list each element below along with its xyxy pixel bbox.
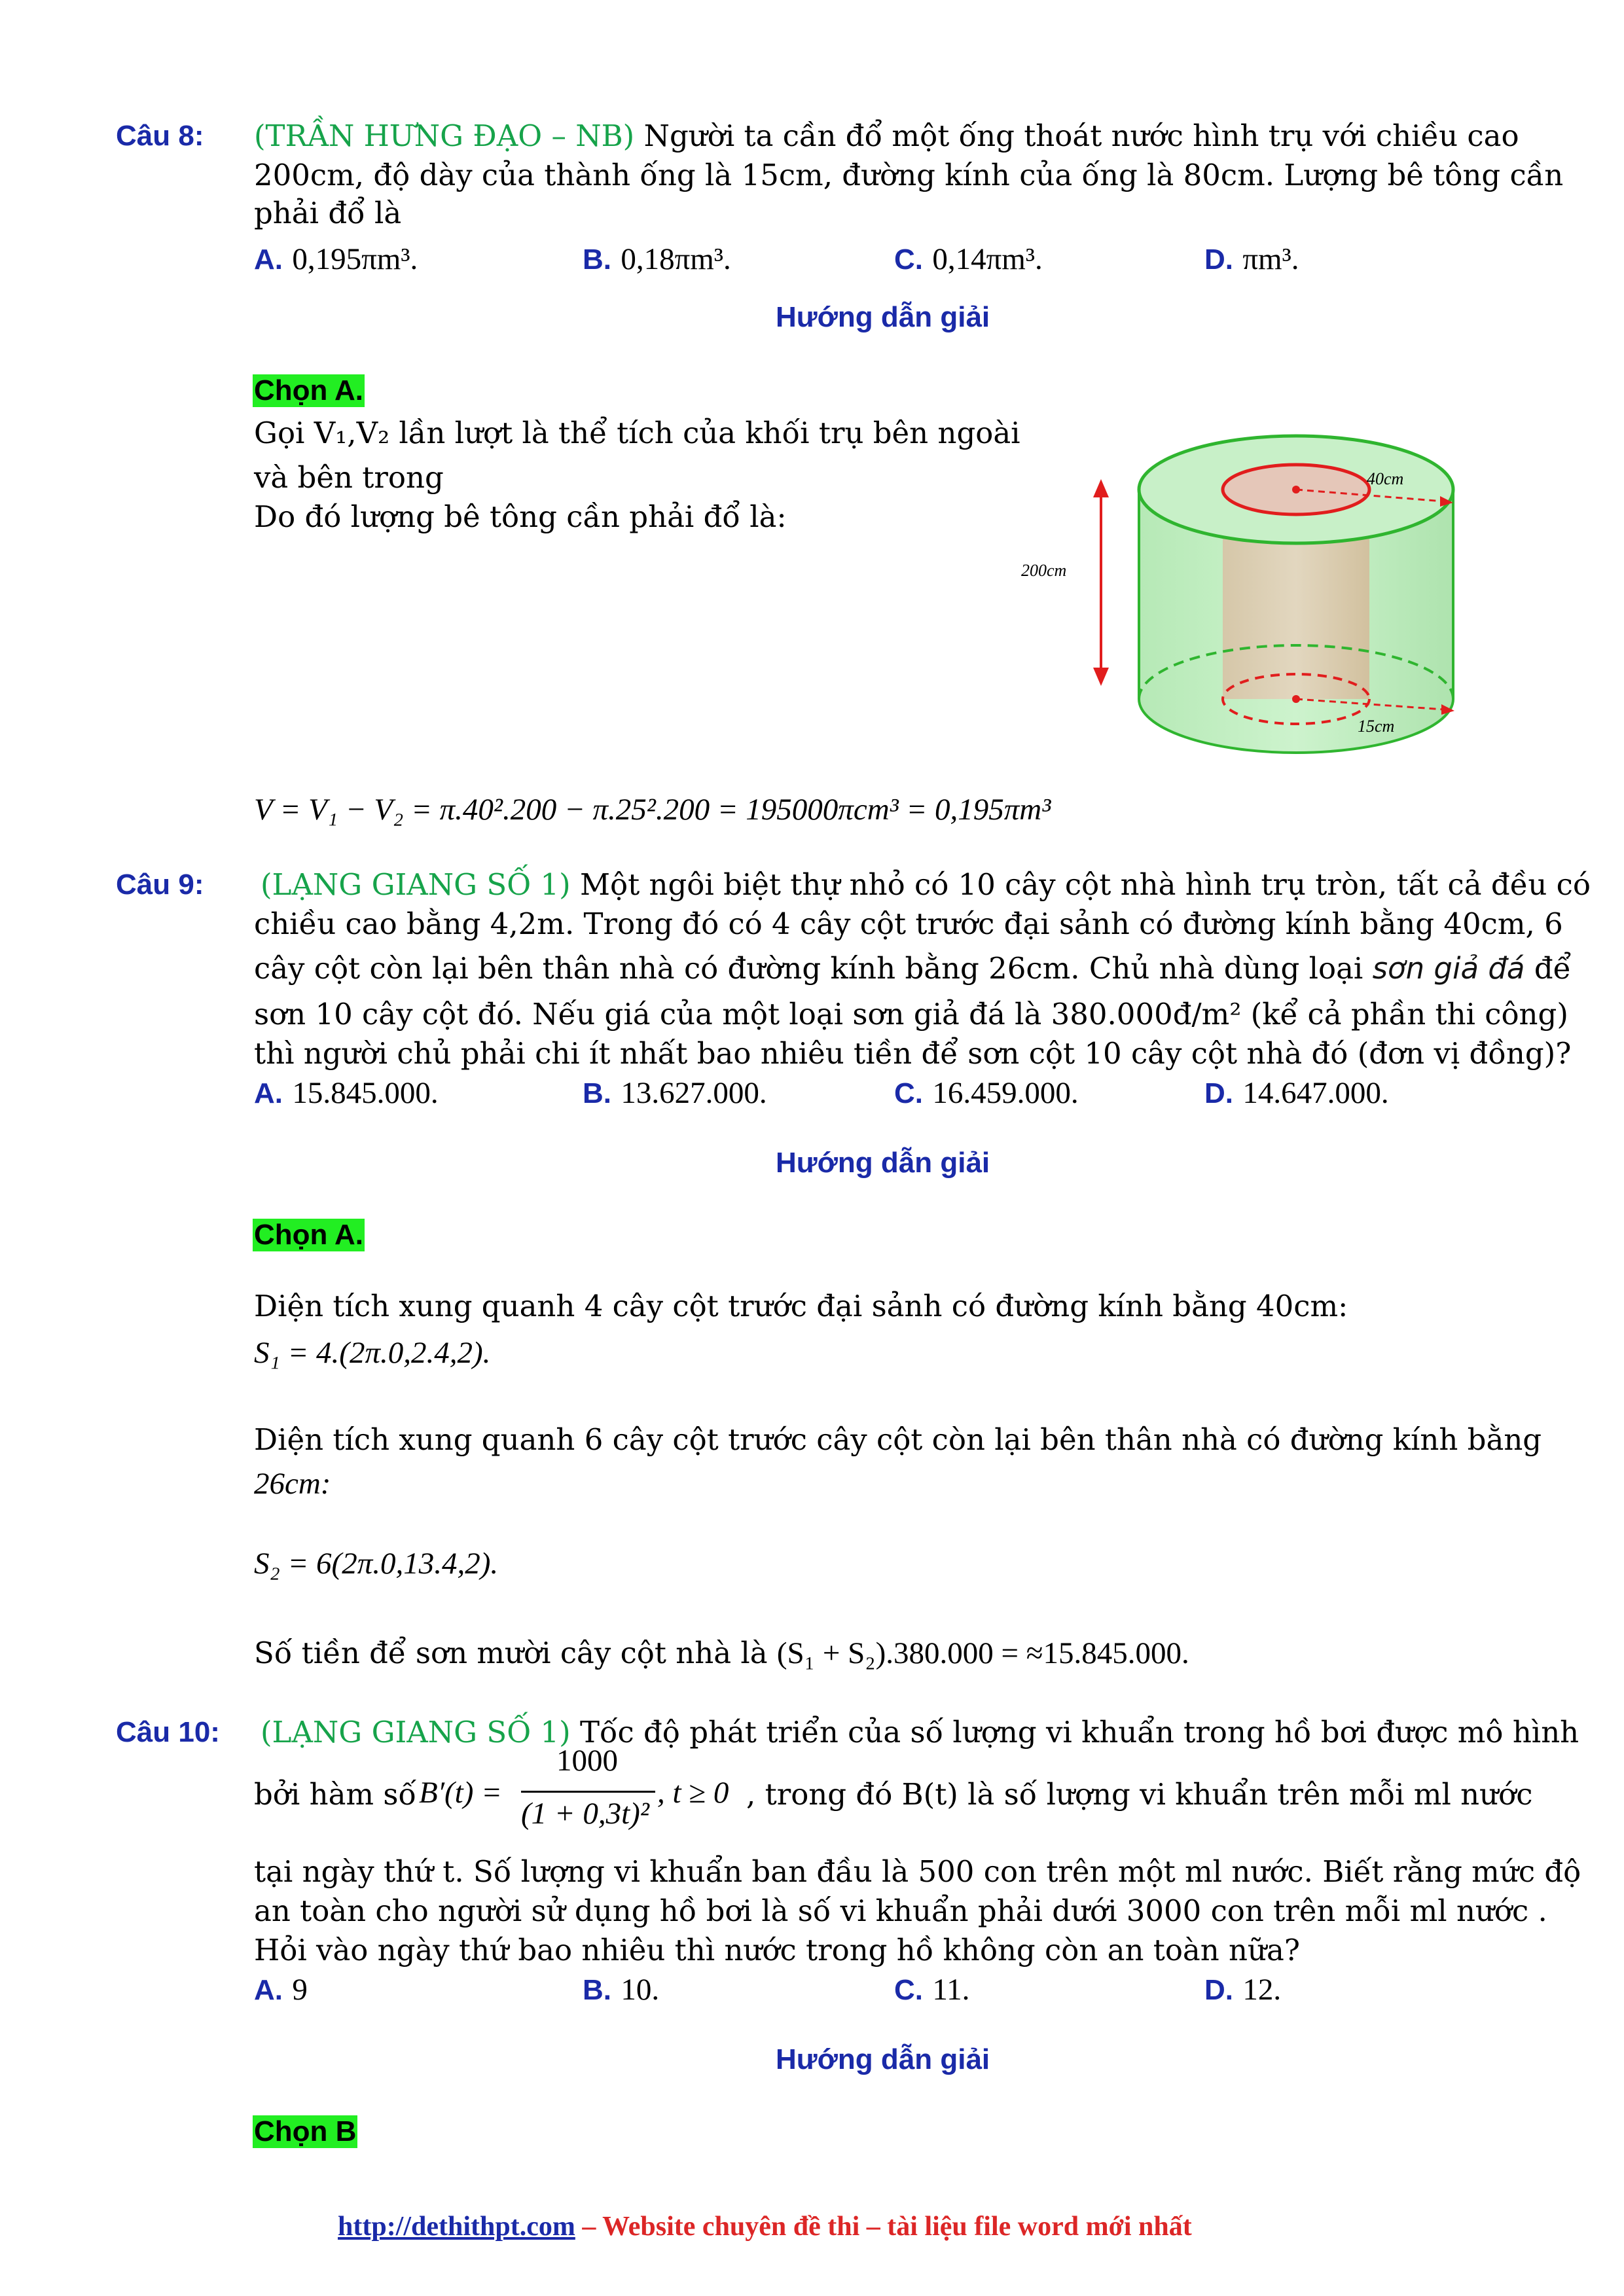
q9-option-b-letter: B. (583, 1077, 611, 1109)
q10-source: (LẠNG GIANG SỐ 1) (261, 1715, 571, 1749)
q9-sol4: 26cm: (254, 1467, 331, 1501)
q10-option-b-text: 10. (621, 1973, 660, 2007)
q8-sol1: Gọi V₁,V₂ lần lượt là thể tích của khối trụ bên ngoài (254, 416, 1020, 450)
q8-formula: V = V₁ − V₂ = π.40².200 − π.25².200 = 195000πcm³ = 0,195πm³ (254, 793, 1051, 827)
q9-sol1: Diện tích xung quanh 4 cây cột trước đại sảnh có đường kính bằng 40cm: (254, 1289, 1348, 1323)
q10-line2-a: bởi hàm số (254, 1777, 417, 1812)
q9-option-c-letter: C. (894, 1077, 923, 1109)
q8-option-b-text: 0,18πm³. (621, 242, 731, 276)
q8-option-d-text: πm³. (1242, 242, 1299, 276)
q10-option-c-text: 11. (932, 1973, 970, 2007)
q10-line1-text: Tốc độ phát triển của số lượng vi khuẩn trong hồ bơi được mô hình (579, 1715, 1579, 1749)
q9-label: Câu 9: (116, 869, 204, 901)
page-footer (338, 2211, 1192, 2242)
q10-option-d-text: 12. (1242, 1973, 1282, 2007)
q8-sol2: và bên trong (254, 460, 444, 495)
q10-option-c-letter: C. (894, 1974, 923, 2006)
q9-option-a-letter: A. (254, 1077, 283, 1109)
q8-option-b[interactable] (583, 240, 731, 279)
q10-option-d-letter: D. (1204, 1974, 1233, 2006)
q8-line1 (254, 117, 1519, 156)
q10-fraction-bar (521, 1791, 655, 1793)
q10-line5: Hỏi vào ngày thứ bao nhiêu thì nước trong hồ không còn an toàn nữa? (254, 1933, 1300, 1967)
q9-sol5: S₂ = 6(2π.0,13.4,2). (254, 1547, 499, 1581)
q8-option-b-letter: B. (583, 243, 611, 276)
q10-line2-b: , trong đó B(t) là số lượng vi khuẩn trên mỗi ml nước (746, 1777, 1533, 1812)
q8-line1-text: Người ta cần đổ một ống thoát nước hình trụ với chiều cao (643, 118, 1519, 153)
q9-line3-a: cây cột còn lại bên thân nhà có đường kính bằng 26cm. Chủ nhà dùng loại (254, 951, 1363, 986)
q10-fn-cond: , t ≥ 0 (657, 1776, 729, 1810)
q10-option-b-letter: B. (583, 1974, 611, 2006)
q9-sol6 (254, 1634, 1189, 1673)
q9-line3-emph: sơn giả đá (1372, 951, 1525, 986)
q8-option-d[interactable] (1204, 240, 1299, 279)
q8-source: (TRẦN HƯNG ĐẠO – NB) (254, 118, 635, 153)
fig-thickness-label: 15cm (1358, 717, 1395, 736)
q9-sol6-a: Số tiền để sơn mười cây cột nhà là (254, 1636, 768, 1670)
q10-option-c[interactable] (894, 1970, 969, 2010)
q9-line4: sơn 10 cây cột đó. Nếu giá của một loại sơn giả đá là 380.000đ/m² (kể cả phần thi công) (254, 997, 1568, 1031)
q9-option-b[interactable] (583, 1073, 767, 1113)
q10-line3: tại ngày thứ t. Số lượng vi khuẩn ban đầu là 500 con trên một ml nước. Biết rằng mức độ (254, 1854, 1581, 1889)
q9-line2: chiều cao bằng 4,2m. Trong đó có 4 cây cột trước đại sảnh có đường kính bằng 40cm, 6 (254, 906, 1563, 941)
q10-choice: Chọn B (254, 2115, 357, 2147)
q9-sol2: S₁ = 4.(2π.0,2.4,2). (254, 1336, 491, 1370)
q10-fn-lhs: B′(t) = (419, 1776, 502, 1810)
q8-line3: phải đổ là (254, 196, 402, 230)
footer-text: – Website chuyên đề thi – tài liệu file word mới nhất (575, 2212, 1192, 2242)
q9-option-d[interactable] (1204, 1073, 1389, 1113)
q10-option-b[interactable] (583, 1970, 659, 2010)
q8-option-c-text: 0,14πm³. (932, 242, 1043, 276)
q8-heading: Hướng dẫn giải (776, 301, 990, 333)
q9-option-d-letter: D. (1204, 1077, 1233, 1109)
pipe-cylinder-figure (1008, 419, 1492, 772)
q9-choice: Chọn A. (254, 1219, 363, 1251)
footer-link[interactable]: http://dethithpt.com (338, 2212, 575, 2242)
q9-heading: Hướng dẫn giải (776, 1147, 990, 1179)
q8-option-a[interactable] (254, 240, 418, 279)
q8-option-c-letter: C. (894, 243, 923, 276)
q9-sol3: Diện tích xung quanh 6 cây cột trước cây cột còn lại bên thân nhà có đường kính bằng (254, 1422, 1542, 1457)
q8-option-a-letter: A. (254, 243, 283, 276)
q9-option-a-text: 15.845.000. (292, 1076, 439, 1110)
height-arrow-bottom (1093, 668, 1109, 686)
q8-option-d-letter: D. (1204, 243, 1233, 276)
q10-line1 (261, 1713, 1579, 1752)
q9-option-a[interactable] (254, 1073, 439, 1113)
q9-line1 (261, 865, 1591, 905)
q8-choice: Chọn A. (254, 374, 363, 406)
q8-label: Câu 8: (116, 120, 204, 152)
q10-option-d[interactable] (1204, 1970, 1281, 2010)
q9-option-b-text: 13.627.000. (621, 1076, 767, 1110)
q10-option-a[interactable] (254, 1970, 308, 2010)
q10-option-a-text: 9 (292, 1973, 308, 2007)
q10-fn-num: 1000 (556, 1744, 618, 1778)
q8-option-c[interactable] (894, 240, 1043, 279)
q8-line2: 200cm, độ dày của thành ống là 15cm, đường kính của ống là 80cm. Lượng bê tông cần (254, 158, 1564, 192)
q8-option-a-text: 0,195πm³. (292, 242, 418, 276)
q10-line4: an toàn cho người sử dụng hồ bơi là số vi khuẩn phải dưới 3000 con trên mỗi ml nước . (254, 1893, 1547, 1928)
q9-line5: thì người chủ phải chi ít nhất bao nhiêu tiền để sơn cột 10 cây cột nhà đó (đơn vị đồng)? (254, 1036, 1572, 1071)
q9-line3 (254, 949, 1571, 988)
q10-option-a-letter: A. (254, 1974, 283, 2006)
q9-line1-text: Một ngôi biệt thự nhỏ có 10 cây cột nhà hình trụ tròn, tất cả đều có (579, 867, 1591, 902)
q9-option-c-text: 16.459.000. (932, 1076, 1079, 1110)
q9-option-c[interactable] (894, 1073, 1079, 1113)
q10-fn-den: (1 + 0,3t)² (521, 1797, 649, 1831)
q9-option-d-text: 14.647.000. (1242, 1076, 1389, 1110)
fig-radius-label: 40cm (1367, 469, 1404, 488)
height-arrow-top (1093, 479, 1109, 497)
q9-line3-c: để (1534, 951, 1572, 986)
fig-height-label: 200cm (1021, 561, 1067, 580)
q10-label: Câu 10: (116, 1716, 220, 1748)
q8-sol3: Do đó lượng bê tông cần phải đổ là: (254, 499, 787, 534)
q9-source: (LẠNG GIANG SỐ 1) (261, 867, 571, 902)
q10-heading: Hướng dẫn giải (776, 2043, 990, 2075)
q9-sol6-b: (S₁ + S₂).380.000 = ≈15.845.000. (776, 1636, 1189, 1670)
